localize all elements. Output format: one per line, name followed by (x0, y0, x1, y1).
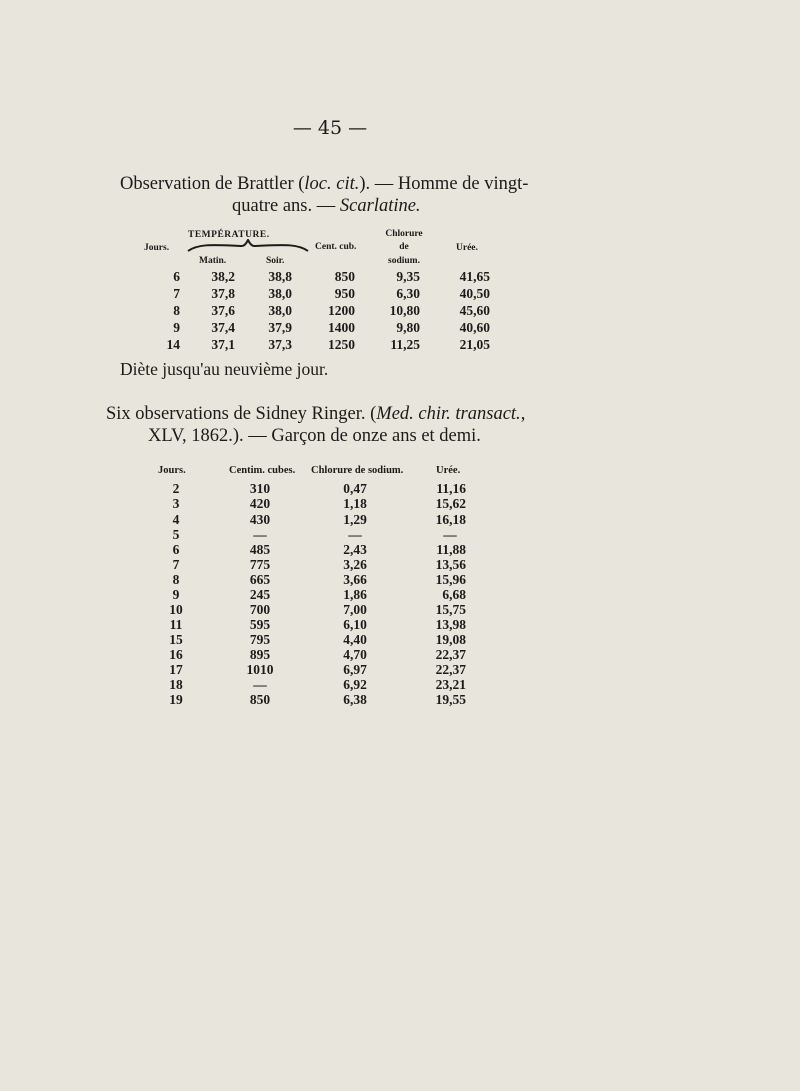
table-2-cell: 15 (169, 632, 183, 647)
observation-2-line-1 (106, 402, 525, 426)
table-2-cell: 6,97 (343, 662, 367, 677)
table-2-cell: 6,92 (343, 677, 367, 692)
table-2-cell: 3,66 (343, 572, 367, 587)
table-2-cell: 8 (172, 572, 180, 587)
table-2-cell: 245 (249, 587, 271, 602)
observation-1-text-b: ). — Homme de vingt- (359, 174, 529, 194)
table-1-header-jours: Jours. (144, 243, 170, 253)
table-2-cell: 15,96 (435, 572, 466, 587)
table-2-header-jours: Jours. (158, 465, 186, 476)
table-2-cell: 16 (169, 647, 183, 662)
temperature-brace (187, 239, 309, 253)
observation-1-line-2 (232, 194, 421, 218)
observation-1-reference: loc. cit. (304, 174, 360, 194)
table-2-cell: — (253, 677, 267, 692)
table-1-cell: 38,0 (268, 286, 292, 301)
table-1-cell: 37,8 (211, 286, 235, 301)
table-2-cell: 11,16 (436, 481, 466, 496)
table-2-cell: 4,40 (343, 632, 367, 647)
table-1-cell: 850 (334, 269, 355, 284)
table-2-cell: 19 (169, 692, 183, 707)
observation-2-line-2: XLV, 1862.). — Garçon de onze ans et demi. (148, 426, 481, 446)
table-2-cell: 11,88 (436, 542, 466, 557)
table-2-cell: 4,70 (343, 647, 367, 662)
table-2-header-uree: Urée. (436, 465, 461, 476)
table-2-cell: 4 (172, 512, 180, 527)
table-1-cell: 40,50 (459, 286, 490, 301)
table-2-cell: 665 (249, 572, 271, 587)
diet-note: Diète jusqu'au neuvième jour. (120, 359, 329, 379)
table-1-cell: 950 (334, 286, 355, 301)
table-1-cell: 37,4 (211, 320, 235, 335)
table-1-header-chlorure-3: sodium. (388, 256, 420, 266)
table-2-cell: 1,86 (343, 587, 367, 602)
table-2-cell: 16,18 (435, 512, 466, 527)
table-1-cell: 41,65 (459, 269, 490, 284)
table-2-cell: 15,62 (435, 496, 466, 511)
table-1-cell: 45,60 (459, 303, 490, 318)
table-1-cell: 37,6 (211, 303, 235, 318)
table-2-cell: 420 (249, 496, 271, 511)
table-2-cell: — (253, 527, 267, 542)
table-2-cell: 23,21 (435, 677, 466, 692)
table-2-cell: 430 (249, 512, 271, 527)
observation-2-text-a: Six observations de Sidney Ringer. ( (106, 404, 377, 424)
table-1-cell: 6 (173, 269, 180, 284)
table-1-cell: 1400 (328, 320, 355, 335)
table-2-cell: 1,18 (343, 496, 367, 511)
table-1-cell: 14 (166, 337, 180, 352)
table-1-cell: 10,80 (389, 303, 420, 318)
table-2-cell: 310 (249, 481, 271, 496)
table-1-cell: 7 (173, 286, 180, 301)
table-2-cell: 13,56 (435, 557, 466, 572)
table-2-cell: 850 (249, 692, 271, 707)
table-1-cell: 38,8 (268, 269, 292, 284)
table-1-cell: 21,05 (459, 337, 490, 352)
table-2-cell: 0,47 (343, 481, 367, 496)
table-2-cell: 19,55 (435, 692, 466, 707)
table-1-cell: 40,60 (459, 320, 490, 335)
table-1-cell: 38,2 (211, 269, 235, 284)
table-1-cell: 9 (173, 320, 180, 335)
table-2-cell: 7,00 (343, 602, 367, 617)
table-1-header-matin: Matin. (199, 256, 227, 266)
observation-1-line-1 (120, 172, 528, 196)
table-1-cell: 37,1 (211, 337, 235, 352)
table-1-cell: 8 (173, 303, 180, 318)
table-2-cell: 10 (169, 602, 183, 617)
table-2-cell: 11 (169, 617, 183, 632)
observation-2-text-b: , (520, 404, 526, 424)
table-2-cell: 3 (172, 496, 180, 511)
table-1-cell: 37,3 (268, 337, 292, 352)
page-number: — 45 — (292, 117, 368, 139)
table-1-header-temperature: TEMPÉRATURE. (188, 230, 270, 240)
observation-1-diagnosis: Scarlatine. (339, 196, 421, 216)
table-2-cell: 6 (172, 542, 180, 557)
table-2-cell: 5 (172, 527, 180, 542)
table-1-header-cent-cub: Cent. cub. (315, 242, 357, 252)
table-2-cell: 6,10 (343, 617, 367, 632)
table-2-cell: 6,38 (343, 692, 367, 707)
table-2-cell: 1010 (246, 662, 274, 677)
table-2-cell: 19,08 (435, 632, 466, 647)
table-1-header-chlorure-1: Chlorure (385, 229, 423, 239)
table-2-cell: 795 (249, 632, 271, 647)
table-1-header-chlorure-2: de (399, 242, 409, 252)
table-2-cell: 18 (169, 677, 183, 692)
table-1-cell: 9,80 (396, 320, 420, 335)
table-2-cell: 22,37 (435, 647, 466, 662)
table-2-cell: 2 (172, 481, 180, 496)
table-2-cell: 17 (169, 662, 183, 677)
table-2-cell: 6,68 (442, 587, 466, 602)
table-2-cell: 9 (172, 587, 180, 602)
table-2-cell: 13,98 (435, 617, 466, 632)
table-2-header-chlorure: Chlorure de sodium. (311, 465, 404, 476)
table-1-cell: 6,30 (396, 286, 420, 301)
table-2-cell: 1,29 (343, 512, 367, 527)
table-2-cell: 15,75 (435, 602, 466, 617)
table-2-cell: 7 (172, 557, 180, 572)
table-1-cell: 1200 (328, 303, 355, 318)
table-2-cell: — (348, 527, 362, 542)
table-1-cell: 11,25 (390, 337, 420, 352)
table-1-cell: 37,9 (268, 320, 292, 335)
table-1-cell: 1250 (328, 337, 355, 352)
observation-1-text-a: Observation de Brattler ( (120, 174, 305, 194)
observation-1-text-c: quatre ans. — (232, 196, 340, 216)
table-1-cell: 38,0 (268, 303, 292, 318)
table-2-cell: 3,26 (343, 557, 367, 572)
table-2-cell: 2,43 (343, 542, 367, 557)
table-2-cell: — (443, 527, 457, 542)
table-2-cell: 485 (249, 542, 271, 557)
table-2-cell: 22,37 (435, 662, 466, 677)
table-2-header-centim: Centim. cubes. (229, 465, 296, 476)
table-1-header-uree: Urée. (456, 243, 478, 253)
table-1-cell: 9,35 (396, 269, 420, 284)
table-1-header-soir: Soir. (266, 256, 285, 266)
table-2-cell: 595 (249, 617, 271, 632)
table-2-cell: 895 (249, 647, 271, 662)
table-2-cell: 700 (249, 602, 271, 617)
table-2-cell: 775 (249, 557, 271, 572)
observation-2-reference: Med. chir. transact. (376, 404, 521, 424)
